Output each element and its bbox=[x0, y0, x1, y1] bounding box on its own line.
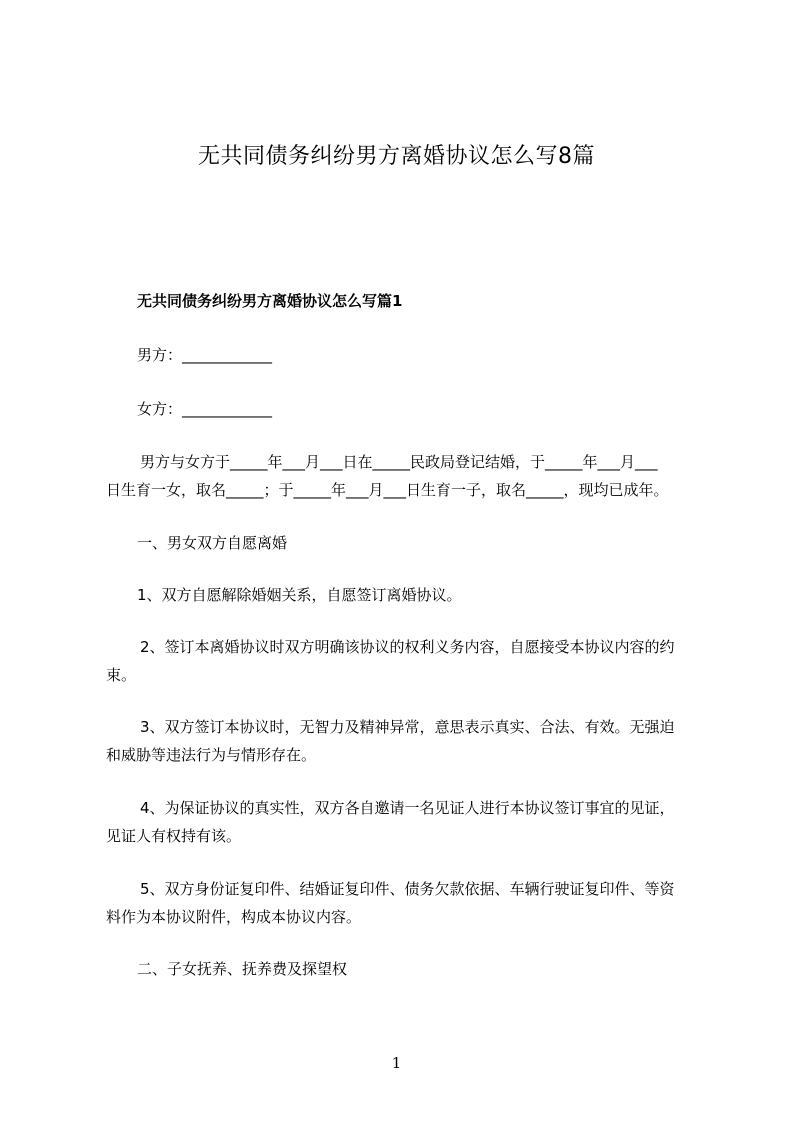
man-field: 男方：____________ bbox=[137, 346, 273, 364]
part-2-heading: 二、子女抚养、抚养费及探望权 bbox=[137, 960, 348, 978]
item-4-line-2: 见证人有权持有该。 bbox=[106, 827, 242, 845]
item-3-line-1: 3、双方签订本协议时，无智力及精神异常，意思表示真实、合法、有效。无强迫 bbox=[140, 718, 675, 736]
item-2-line-1: 2、签订本离婚协议时双方明确该协议的权利义务内容，自愿接受本协议内容的约 bbox=[140, 638, 675, 656]
part-1-heading: 一、男女双方自愿离婚 bbox=[137, 534, 288, 552]
section-heading: 无共同债务纠纷男方离婚协议怎么写篇1 bbox=[137, 292, 403, 310]
item-4-line-1: 4、为保证协议的真实性，双方各自邀请一名见证人进行本协议签订事宜的见证， bbox=[140, 799, 675, 817]
item-5-line-2: 料作为本协议附件，构成本协议内容。 bbox=[106, 908, 362, 926]
document-title: 无共同债务纠纷男方离婚协议怎么写8篇 bbox=[198, 144, 595, 169]
item-1: 1、双方自愿解除婚姻关系，自愿签订离婚协议。 bbox=[137, 586, 462, 604]
intro-paragraph-line-1: 男方与女方于_____年___月___日在_____民政局登记结婚，于_____年___月___ bbox=[140, 453, 658, 471]
intro-paragraph-line-2: 日生育一女，取名_____；于_____年___月___日生育一子，取名_____，现均已成年。 bbox=[106, 481, 669, 499]
page-number: 1 bbox=[391, 1054, 402, 1072]
item-5-line-1: 5、双方身份证复印件、结婚证复印件、债务欠款依据、车辆行驶证复印件、等资 bbox=[140, 880, 675, 898]
item-3-line-2: 和威胁等违法行为与情形存在。 bbox=[106, 746, 317, 764]
woman-field: 女方：____________ bbox=[137, 400, 273, 418]
item-2-line-2: 束。 bbox=[106, 666, 137, 684]
